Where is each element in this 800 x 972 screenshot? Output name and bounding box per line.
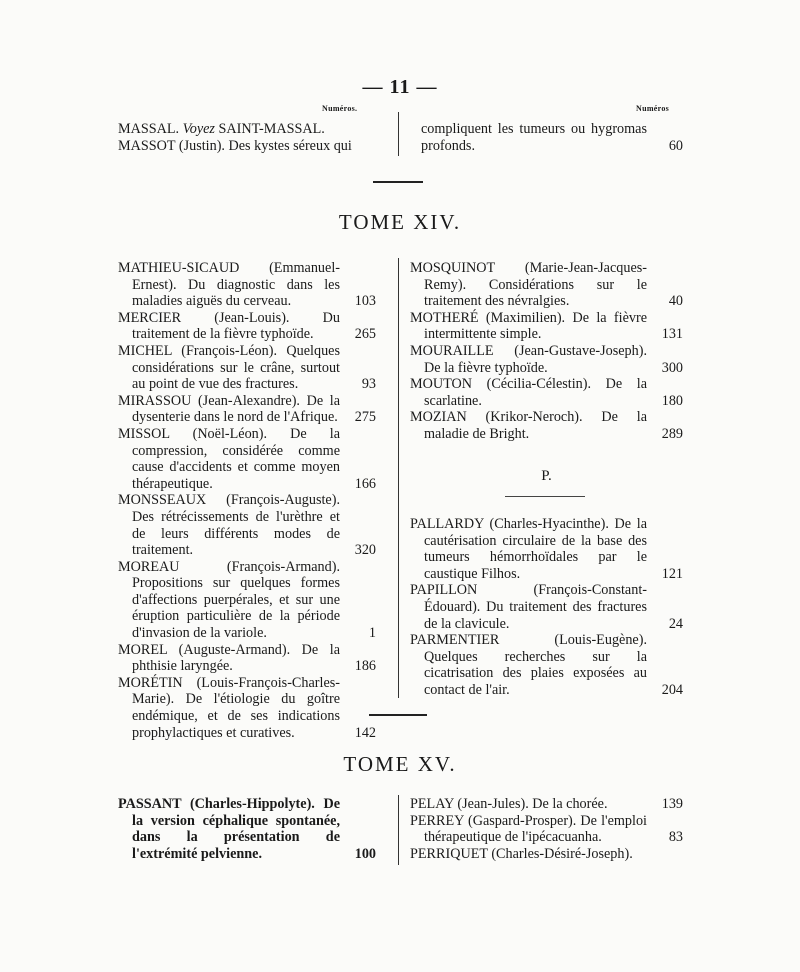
entry-text: MOZIAN (Krikor-Neroch). De la maladie de Bright.: [410, 409, 647, 442]
top-right-column: [421, 121, 683, 154]
entry-page-ref: 265: [354, 326, 376, 343]
entry-text: PERRIQUET (Charles-Désiré-Joseph).: [410, 845, 633, 862]
entry-page-ref: 180: [661, 392, 683, 409]
entry-page-ref: 139: [661, 796, 683, 812]
entry-page-ref: 1: [368, 625, 376, 642]
entry-text: MOSQUINOT (Marie-Jean-Jacques-Remy). Considérations sur le traitement des névralgies.: [410, 260, 647, 310]
entry-massot: [118, 138, 364, 155]
entry-page-ref: 289: [661, 425, 683, 442]
index-entry: [118, 426, 376, 492]
entry-page-ref: 24: [668, 615, 683, 632]
entry-page-ref: 103: [354, 293, 376, 310]
index-entry: [410, 846, 683, 863]
index-entry: [118, 393, 376, 426]
column-divider: [398, 112, 399, 156]
index-entry: [118, 796, 376, 862]
index-entry: [410, 260, 683, 310]
numeros-label-left: Numéros.: [322, 104, 358, 113]
column-divider: [398, 795, 399, 865]
tome-xv-left-column: [118, 796, 376, 862]
entry-massal: [118, 121, 364, 138]
index-entry: [410, 343, 683, 376]
entry-page-ref: 300: [661, 359, 683, 376]
index-entry: [118, 343, 376, 393]
entry-page-ref: 121: [661, 565, 683, 582]
entry-text: MORÉTIN (Louis-François-Charles-Marie). De l'étiologie du goître endémique, et de ses indications prophylactiques et curatives.: [118, 674, 340, 741]
entry-text: MOUTON (Cécilia-Célestin). De la scarlatine.: [410, 376, 647, 409]
entry-page-ref: 275: [354, 409, 376, 426]
entry-voyez: Voyez: [182, 121, 215, 137]
index-entry: [118, 559, 376, 642]
index-entry: [410, 310, 683, 343]
index-entry: [410, 376, 683, 409]
column-divider: [398, 258, 399, 698]
entry-page-ref: 60: [668, 137, 683, 154]
index-entry: [410, 409, 683, 442]
entry-crossref: SAINT-MASSAL.: [214, 121, 325, 137]
numeros-label-right: Numéros: [636, 104, 670, 113]
tome-xiv-right-column: [410, 260, 683, 443]
tome-xv-heading: TOME XV.: [343, 752, 457, 776]
entry-text: MERCIER (Jean-Louis). Du traitement de la fièvre typhoïde.: [118, 309, 340, 343]
entry-text: MATHIEU-SICAUD (Emmanuel-Ernest). Du diagnostic dans les maladies aiguës du cerveau.: [118, 260, 340, 310]
top-left-column: [118, 121, 364, 154]
index-entry: [118, 260, 376, 310]
entry-page-ref: 93: [361, 376, 376, 393]
tome-xiv-p-column: [410, 516, 683, 699]
entry-page-ref: 131: [661, 326, 683, 343]
entry-text: MOREL (Auguste-Armand). De la phthisie laryngée.: [118, 641, 340, 675]
index-entry: [118, 642, 376, 675]
entry: [421, 121, 683, 154]
entry-text: MOREAU (François-Armand). Propositions sur quelques formes d'affections puerpérales, et sur une éruption particulière de la période d'invasion de la variole.: [118, 558, 340, 642]
index-entry: [118, 675, 376, 741]
tome-xiv-heading: TOME XIV.: [338, 210, 462, 234]
entry-page-ref: 186: [354, 658, 376, 675]
entry-text: compliquent les tumeurs ou hygromas profonds.: [421, 121, 647, 154]
letter-separator: [505, 496, 585, 497]
entry-text: PASSANT (Charles-Hippolyte). De la version céphalique spontanée, dans la présentation de l'extrémité pelvienne.: [118, 796, 340, 862]
entry-page-ref: 166: [354, 475, 376, 492]
entry-text: MICHEL (François-Léon). Quelques considérations sur le crâne, surtout au point de vue des fractures.: [118, 342, 340, 393]
entry-page-ref: 320: [354, 542, 376, 559]
entry-page-ref: 204: [661, 681, 683, 698]
letter-p-heading: P.: [541, 468, 552, 484]
entry-name: MASSAL.: [118, 121, 183, 137]
entry-page-ref: 142: [354, 724, 376, 741]
entry-page-ref: 40: [668, 293, 683, 310]
index-entry: [410, 632, 683, 698]
entry-text: MONSSEAUX (François-Auguste). Des rétrécissements de l'urèthre et de leurs différents modes de traitement.: [118, 492, 340, 559]
entry-text: PAPILLON (François-Constant-Édouard). Du traitement des fractures de la clavicule.: [410, 582, 647, 632]
entry-text: PARMENTIER (Louis-Eugène). Quelques recherches sur la cicatrisation des plaies exposées au contact de l'air.: [410, 632, 647, 698]
index-entry: [410, 813, 683, 846]
entry-name: MASSOT: [118, 137, 176, 154]
entry-page-ref: 83: [668, 829, 683, 846]
entry-text: MIRASSOU (Jean-Alexandre). De la dysenterie dans le nord de l'Afrique.: [118, 392, 340, 426]
entry-text: MOURAILLE (Jean-Gustave-Joseph). De la fièvre typhoïde.: [410, 342, 647, 376]
tome-xv-right-column: [410, 796, 683, 862]
page-number: — 11 —: [362, 76, 438, 98]
section-separator: [369, 714, 427, 716]
entry-text: MISSOL (Noël-Léon). De la compression, considérée comme cause d'accidents et comme moyen thérapeutique.: [118, 425, 340, 492]
index-entry: [118, 310, 376, 343]
entry-text: MOTHERÉ (Maximilien). De la fièvre intermittente simple.: [410, 309, 647, 343]
index-entry: [410, 582, 683, 632]
section-separator: [373, 181, 423, 183]
index-entry: [410, 796, 683, 813]
entry-text: PALLARDY (Charles-Hyacinthe). De la cautérisation circulaire de la base des tumeurs hémorrhoïdales par le caustique Filhos.: [410, 516, 647, 582]
tome-xiv-left-column: [118, 260, 376, 741]
entry-text: (Justin). Des kystes séreux qui: [175, 137, 352, 154]
entry-page-ref: 100: [354, 845, 376, 862]
entry-text: PERREY (Gaspard-Prosper). De l'emploi thérapeutique de l'ipécacuanha.: [410, 812, 647, 846]
entry-text: PELAY (Jean-Jules). De la chorée.: [410, 796, 608, 812]
index-entry: [118, 492, 376, 558]
index-entry: [410, 516, 683, 582]
